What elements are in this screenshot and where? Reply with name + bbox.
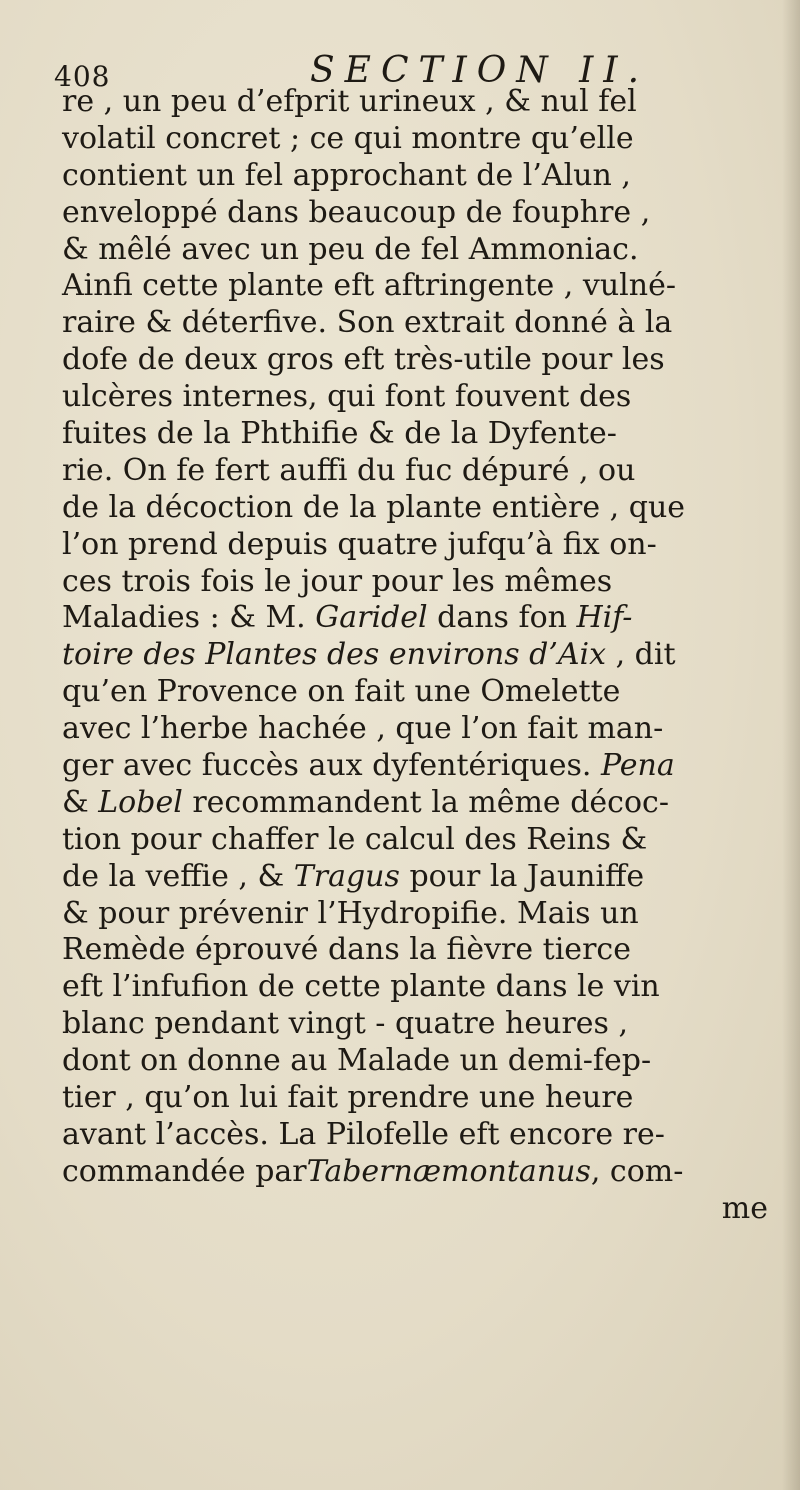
text-line: fuites de la Phthifie & de la Dyfente- (62, 416, 617, 452)
author-name: Pena (600, 748, 675, 784)
text-line: dofe de deux gros eft très-utile pour les (62, 342, 665, 378)
text-line (62, 1154, 792, 1191)
text-line: tier , qu’on lui fait prendre une heure (62, 1080, 634, 1116)
text-line: enveloppé dans beaucoup de fouphre , (62, 194, 651, 230)
text-run: pour la Jauniffe (399, 858, 645, 894)
author-name: Tabernæmontanus (306, 1153, 591, 1189)
text-run: recommandent la même décoc- (182, 784, 669, 820)
text-line: Ainfi cette plante eft aftringente , vulné- (62, 268, 676, 304)
text-line (62, 748, 792, 785)
text-line (62, 637, 792, 674)
text-line: avec l’herbe hachée , que l’on fait man- (62, 711, 664, 747)
author-name: Lobel (98, 784, 183, 820)
text-run: , com- (590, 1153, 684, 1189)
text-line: re , un peu d’efprit urineux , & nul fel (62, 84, 637, 119)
author-name: Garidel (315, 600, 428, 636)
text-line: & pour prévenir l’Hydropifie. Mais un (62, 895, 639, 931)
text-line (62, 600, 792, 637)
text-line: dont on donne au Malade un demi-fep- (62, 1043, 652, 1079)
page-number: 408 (54, 60, 111, 93)
catchword: me (721, 1190, 768, 1226)
text-line: rie. On fe fert auffi du fuc dépuré , ou (62, 452, 636, 488)
text-run: Maladies : & M. (62, 600, 316, 636)
text-line: l’on prend depuis quatre jufqu’à fix on- (62, 526, 657, 562)
text-run: dans fon (427, 600, 577, 636)
text-line: contient un fel approchant de l’Alun , (62, 157, 631, 193)
author-name: Tragus (293, 858, 400, 894)
running-head: SECTION II. (310, 50, 650, 91)
text-run: , dit (606, 637, 676, 673)
text-run: & (62, 784, 99, 820)
book-title: Hif- (576, 600, 633, 636)
text-line: ulcères internes, qui font fouvent des (62, 379, 632, 415)
text-line: Remède éprouvé dans la fièvre tierce (62, 932, 631, 968)
text-run: ger avec fuccès aux dyfentériques. (62, 748, 601, 784)
text-line: qu’en Provence on fait une Omelette (62, 674, 621, 710)
body-text (62, 84, 792, 1228)
text-line: & mêlé avec un peu de fel Ammoniac. (62, 231, 639, 267)
text-line: avant l’accès. La Pilofelle eft encore re- (62, 1116, 665, 1152)
text-line: blanc pendant vingt - quatre heures , (62, 1006, 629, 1042)
text-run: de la veffie , & (62, 858, 294, 894)
book-title: toire des Plantes des environs d’Aix (62, 637, 607, 673)
text-line: de la décoction de la plante entière , que (62, 489, 686, 525)
text-line (62, 785, 792, 822)
text-line: volatil concret ; ce qui montre qu’elle (62, 120, 634, 156)
text-run: commandée par (62, 1153, 307, 1189)
text-line (62, 859, 792, 896)
text-line: raire & déterfive. Son extrait donné à la (62, 305, 673, 341)
text-line: ces trois fois le jour pour les mêmes (62, 563, 613, 599)
text-line: tion pour chaffer le calcul des Reins & (62, 821, 648, 857)
text-line: eft l’infufion de cette plante dans le vin (62, 969, 660, 1005)
